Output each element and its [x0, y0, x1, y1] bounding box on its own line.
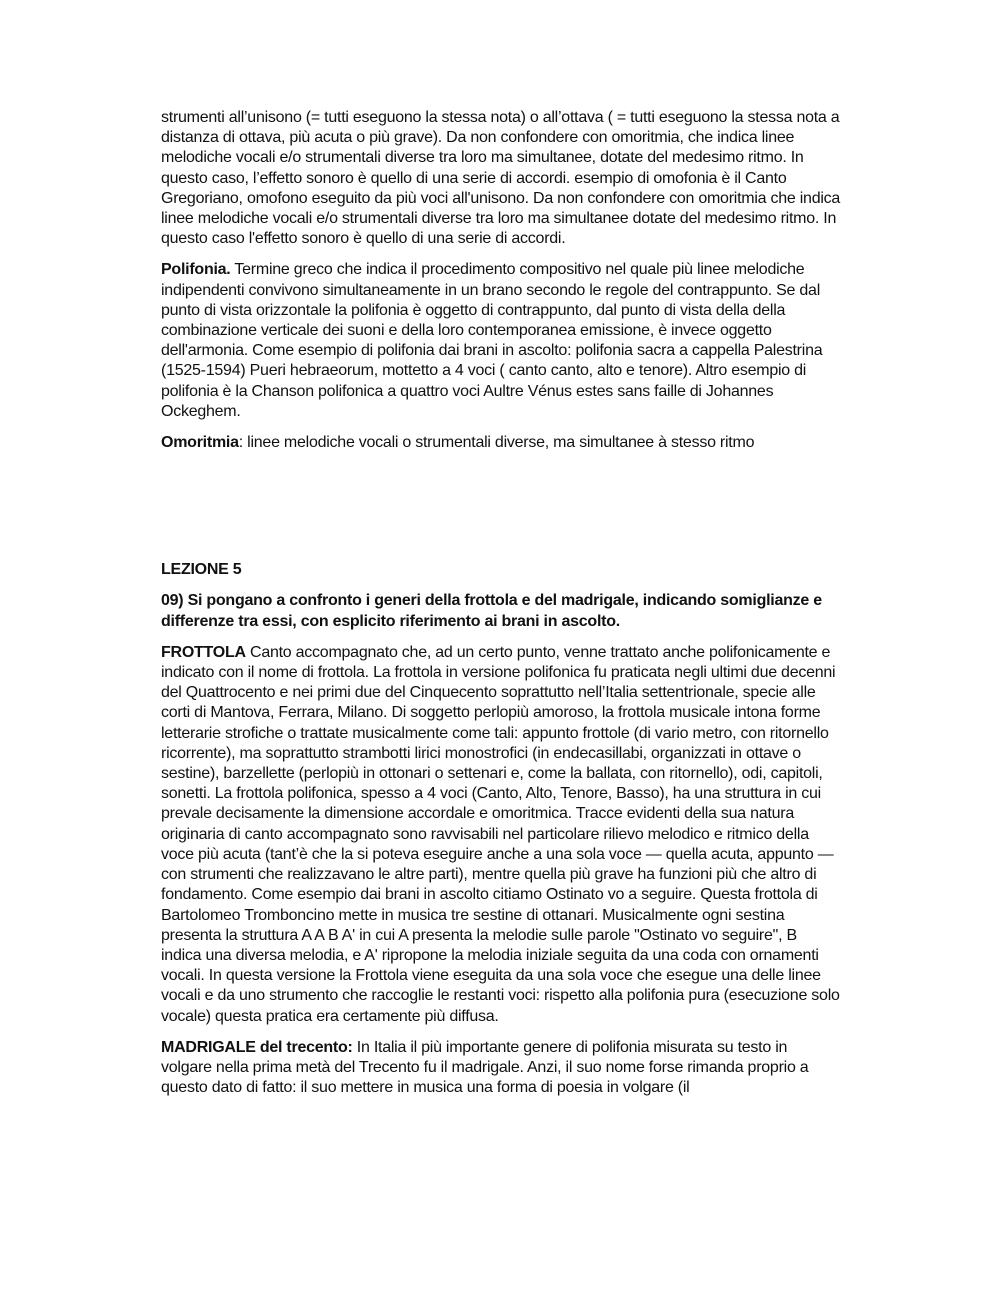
- polifonia-text: Termine greco che indica il procedimento compositivo nel quale più linee melodiche indipendenti convivono simultaneamente in un brano secondo le regole del contrappunto. Se dal punto di vista orizzontale la polifonia è oggetto di contrappunto, dal punto di vista della della combinazione verticale dei suoni e della loro contemporanea emissione, è invece oggetto dell'armonia. Come esempio di polifonia dai brani in ascolto: polifonia sacra a cappella Palestrina (1525-1594) Pueri hebraeorum, mottetto a 4 voci ( canto canto, alto e tenore). Altro esempio di polifonia è la Chanson polifonica a quattro voci Aultre Vénus estes sans faille di Johannes Ockeghem.: [161, 261, 823, 420]
- term-polifonia: Polifonia.: [161, 261, 231, 279]
- section-heading: LEZIONE 5: [161, 561, 242, 579]
- term-frottola: FROTTOLA: [161, 643, 246, 661]
- term-omoritmia: Omoritmia: [161, 434, 239, 452]
- paragraph-omoritmia: [161, 433, 841, 453]
- paragraph-polifonia: [161, 260, 841, 422]
- paragraph-frottola: [161, 643, 841, 1027]
- document-page: [161, 108, 841, 1098]
- madrigale-text: In Italia il più importante genere di polifonia misurata su testo in volgare nella prima metà del Trecento fu il madrigale. Anzi, il suo nome forse rimanda proprio a questo dato di fatto: il suo mettere in musica una forma di poesia in volgare (il: [161, 1038, 809, 1097]
- omoritmia-text: : linee melodiche vocali o strumentali diverse, ma simultanee à stesso ritmo: [238, 434, 755, 452]
- question-heading: 09) Si pongano a confronto i generi della frottola e del madrigale, indicando somiglianze e differenze tra essi, con esplicito riferimento ai brani in ascolto.: [161, 592, 822, 630]
- frottola-text: Canto accompagnato che, ad un certo punto, venne trattato anche polifonicamente e indicato con il nome di frottola. La frottola in versione polifonica fu praticata negli ultimi due decenni del Quattrocento e nei primi due del Cinquecento soprattutto nell’Italia settentrionale, specie alle corti di Mantova, Ferrara, Milano. Di soggetto perlopiù amoroso, la frottola musicale intona forme letterarie strofiche o trattate musicalmente come tali: appunto frottole (di vario metro, con ritornello ricorrente), ma soprattutto strambotti lirici monostrofici (in endecasillabi, organizzati in ottave o sestine), barzellette (perlopiù in ottonari o settenari e, come la ballata, con ritornello), odi, capitoli, sonetti. La frottola polifonica, spesso a 4 voci (Canto, Alto, Tenore, Basso), ha una struttura in cui prevale decisamente la dimensione accordale e omoritmica. Tracce evidenti della sua natura originaria di canto accompagnato sono ravvisabili nel particolare rilievo melodico e ritmico della voce più acuta (tant’è che la si poteva eseguire anche a una sola voce — quella acuta, appunto — con strumenti che realizzavano le altre parti), mentre quella più grave ha funzioni più che altro di fondamento. Come esempio dai brani in ascolto citiamo Ostinato vo a seguire. Questa frottola di Bartolomeo Tromboncino mette in musica tre sestine di ottanari. Musicalmente ogni sestina presenta la struttura A A B A' in cui A presenta la melodie sulle parole "Ostinato vo seguire", B indica una diversa melodia, e A' ripropone la melodia iniziale seguita da una coda con ornamenti vocali. In questa versione la Frottola viene eseguita da una sola voce che esegue una delle linee vocali e da uno strumento che raccoglie le restanti voci: rispetto alla polifonia pura (esecuzione solo vocale) questa pratica era certamente più diffusa.: [161, 643, 840, 1025]
- term-madrigale: MADRIGALE del trecento:: [161, 1038, 353, 1056]
- paragraph-madrigale: [161, 1038, 841, 1099]
- paragraph-unisono: strumenti all’unisono (= tutti eseguono la stessa nota) o all’ottava ( = tutti eseguono la stessa nota a distanza di ottava, più acuta o più grave). Da non confondere con omoritmia, che indica linee melodiche vocali e/o strumentali diverse tra loro ma simultanee, dotate del medesimo ritmo. In questo caso, l’effetto sonoro è quello di una serie di accordi. esempio di omofonia è il Canto Gregoriano, omofono eseguito da più voci all'unisono. Da non confondere con omoritmia che indica linee melodiche vocali e/o strumentali diverse tra loro ma simultanee dotate del medesimo ritmo. In questo caso l'effetto sonoro è quello di una serie di accordi.: [161, 109, 841, 248]
